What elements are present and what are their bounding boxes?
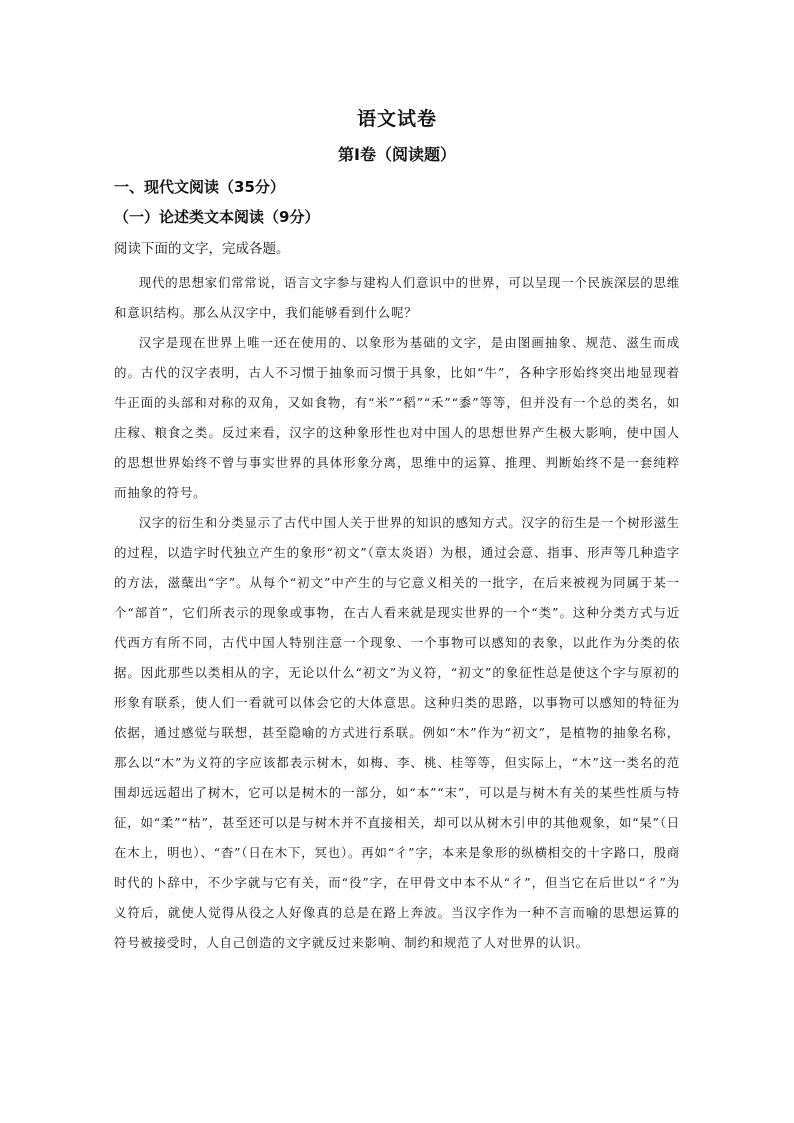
passage-paragraph: 汉字的衍生和分类显示了古代中国人关于世界的知识的感知方式。汉字的衍生是一个树形滋生的过程，以造字时代独立产生的象形“初文”（章太炎语）为根，通过会意、指事、形声等几种造字的方法，滋蘖出“字”。从每个“初文”中产生的与它意义相关的一批字，在后来被视为同属于某一个“部首”，它们所表示的现象或事物，在古人看来就是现实世界的一个“类”。这种分类方式与近代西方有所不同，古代中国人特别注意一个现象、一个事物可以感知的表象，以此作为分类的依据。因此那些以类相从的字，无论以什么“初文”为义符，“初文”的象征性总是使这个字与原初的形象有联系，使人们一看就可以体会它的大体意思。这种归类的思路，以事物可以感知的特征为依据，通过感觉与联想，甚至隐喻的方式进行系联。例如“木”作为“初文”，是植物的抽象名称，那么以“木”为义符的字应该都表示树木，如梅、李、桃、桂等等，但实际上，“木”这一类名的范围却远远超出了树木，它可以是树木的一部分，如“本”“末”，可以是与树木有关的某些性质与特征，如“柔”“枯”，甚至还可以是与树木并不直接相关，却可以从树木引申的其他观象，如“杲”（日在木上，明也）、“杳”（日在木下，冥也）。再如“彳”字，本来是象形的纵横相交的十字路口，殷商时代的卜辞中，不少字就与它有关，而“役”字，在甲骨文中本不从“彳”，但当它在后世以“彳”为义符后，就使人觉得从役之人好像真的总是在路上奔波。当汉字作为一种不言而喻的思想运算的符号被接受时，人自己创造的文字就反过来影响、制约和规范了人对世界的认识。 — [114, 515, 680, 950]
passage-paragraph: 现代的思想家们常常说，语言文字参与建构人们意识中的世界，可以呈现一个民族深层的思维和意识结构。那么从汉字中，我们能够看到什么呢？ — [114, 275, 680, 320]
volume-title: 第Ⅰ卷（阅读题） — [338, 145, 456, 164]
reading-instruction: 阅读下面的文字，完成各题。 — [114, 241, 290, 257]
passage-paragraph: 汉字是现在世界上唯一还在使用的、以象形为基础的文字，是由图画抽象、规范、滋生而成的。古代的汉字表明，古人不习惯于抽象而习惯于具象，比如“牛”，各种字形始终突出地显现着牛正面的头部和对称的双角，又如食物，有“米”“稻”“禾”“黍”等等，但并没有一个总的类名，如庄稼、粮食之类。反过来看，汉字的这种象形性也对中国人的思想世界产生极大影响，使中国人的思想世界始终不曾与事实世界的具体形象分离，思维中的运算、推理、判断始终不是一套纯粹而抽象的符号。 — [114, 335, 680, 500]
subsection-heading-argumentative: （一）论述类文本阅读（9分） — [114, 208, 320, 226]
exam-title: 语文试卷 — [356, 108, 437, 130]
section-heading-modern-reading: 一、现代文阅读（35分） — [114, 178, 285, 196]
passage-body — [114, 268, 680, 958]
